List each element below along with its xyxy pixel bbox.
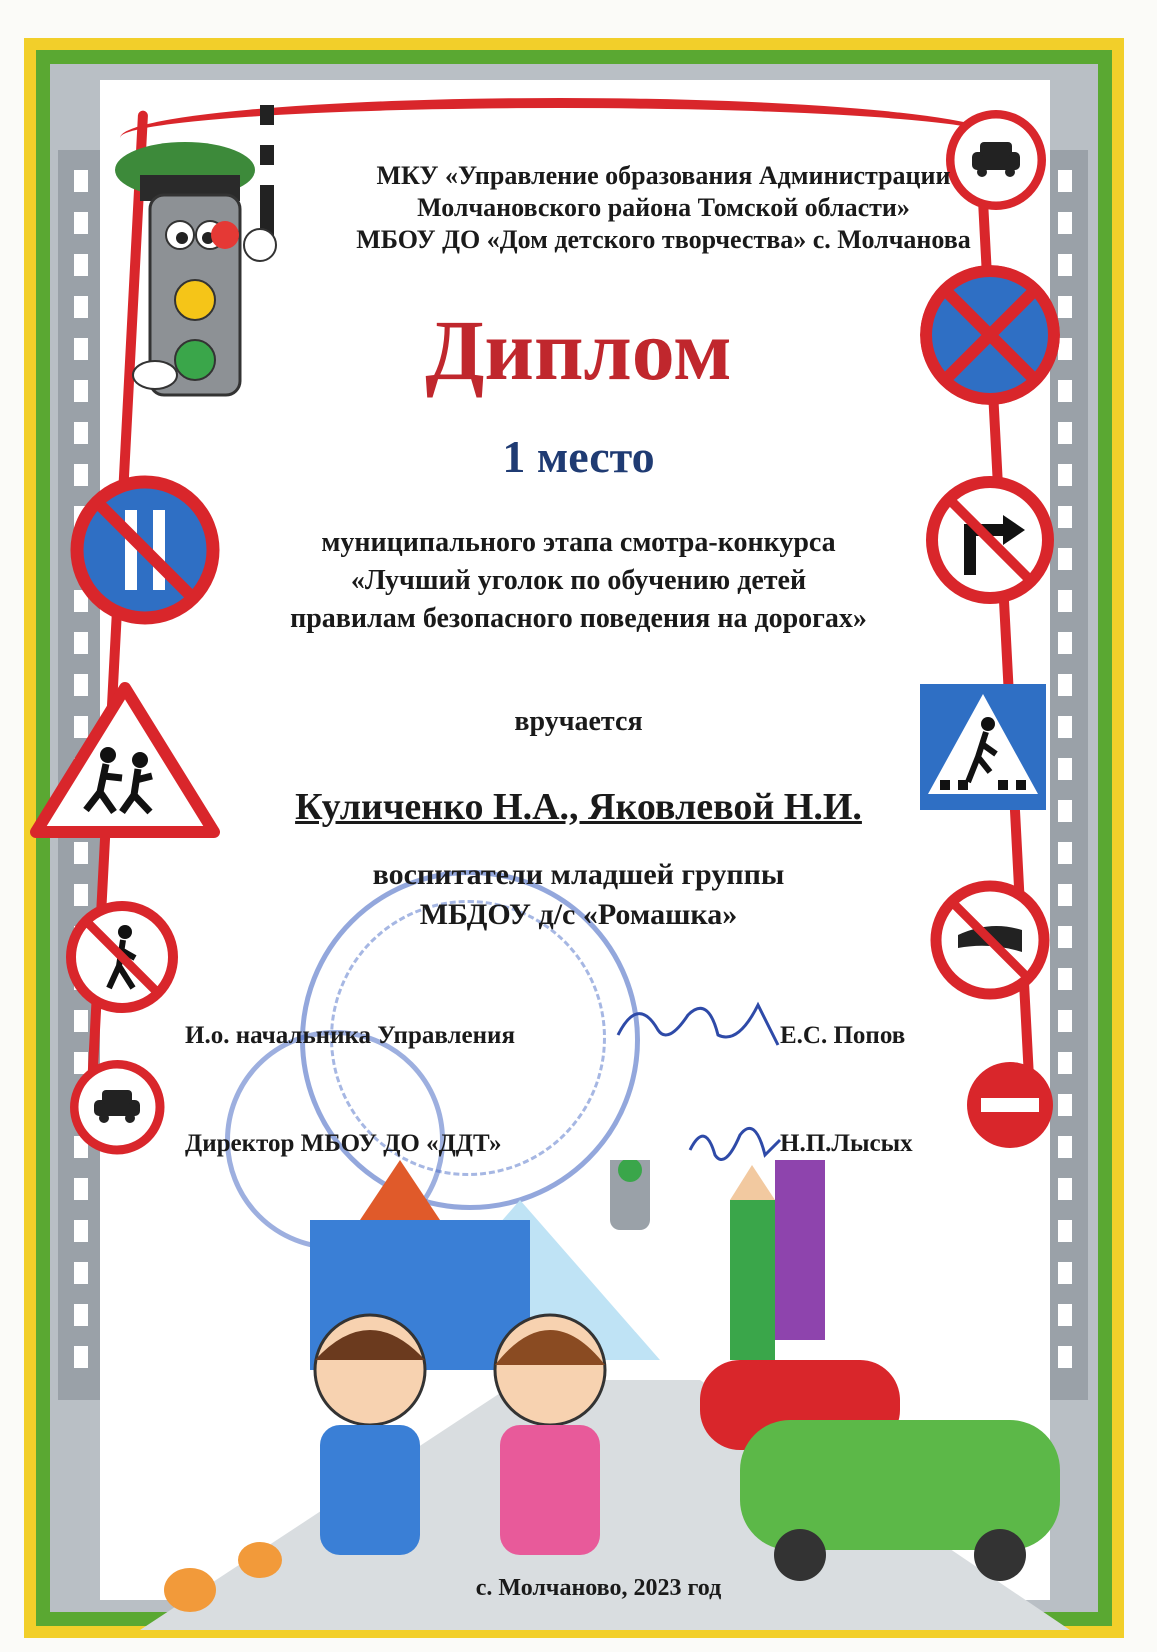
road-dash	[74, 254, 88, 276]
road-dash	[1058, 254, 1072, 276]
road-dash	[74, 1010, 88, 1032]
signature-name-2: Н.П.Лысых	[780, 1130, 913, 1157]
road-dash	[1058, 1010, 1072, 1032]
road-dash	[74, 1220, 88, 1242]
contest-line-3: правилам безопасного поведения на дорогах»	[290, 603, 867, 634]
road-dash	[1058, 674, 1072, 696]
signature-name-1: Е.С. Попов	[780, 1022, 906, 1049]
no-entry-sign-icon	[965, 1060, 1055, 1150]
signature-role-2: Директор МБОУ ДО «ДДТ»	[185, 1130, 502, 1157]
road-dash	[1058, 1094, 1072, 1116]
no-cars-sign-icon	[70, 1060, 165, 1155]
road-dash	[1058, 758, 1072, 780]
children-illustration-icon	[140, 1160, 1070, 1630]
recipient-position	[0, 855, 1157, 935]
road-dash	[74, 1262, 88, 1284]
header-line-2: Молчановского района Томской области»	[417, 193, 910, 222]
signature-icon	[680, 1110, 790, 1180]
awarded-label: вручается	[514, 706, 643, 737]
header-line-1: МКУ «Управление образования Администрации	[376, 161, 951, 190]
header-line-3: МБОУ ДО «Дом детского творчества» с. Молчанова	[356, 225, 971, 254]
road-dash	[1058, 1136, 1072, 1158]
place-and-year: с. Молчаново, 2023 год	[475, 1575, 722, 1601]
road-dash	[74, 1304, 88, 1326]
contest-line-2: «Лучший уголок по обучению детей	[350, 565, 807, 596]
position-line-1: воспитатели младшей группы	[372, 858, 785, 891]
road-dash	[1058, 1052, 1072, 1074]
recipients	[0, 785, 1157, 829]
signature-role-1: И.о. начальника Управления	[185, 1022, 515, 1049]
diploma-title: Диплом	[425, 302, 732, 398]
recipients-names: Куличенко Н.А., Яковлевой Н.И.	[295, 786, 862, 828]
organization-header	[0, 160, 1157, 256]
contest-description	[0, 524, 1157, 638]
position-line-2: МБДОУ д/с «Ромашка»	[419, 898, 738, 931]
signature-icon	[608, 985, 788, 1065]
contest-line-1: муниципального этапа смотра-конкурса	[321, 527, 836, 558]
place-label: 1 место	[502, 431, 655, 482]
road-dash	[74, 1346, 88, 1368]
road-dash	[74, 1178, 88, 1200]
road-dash	[1058, 968, 1072, 990]
